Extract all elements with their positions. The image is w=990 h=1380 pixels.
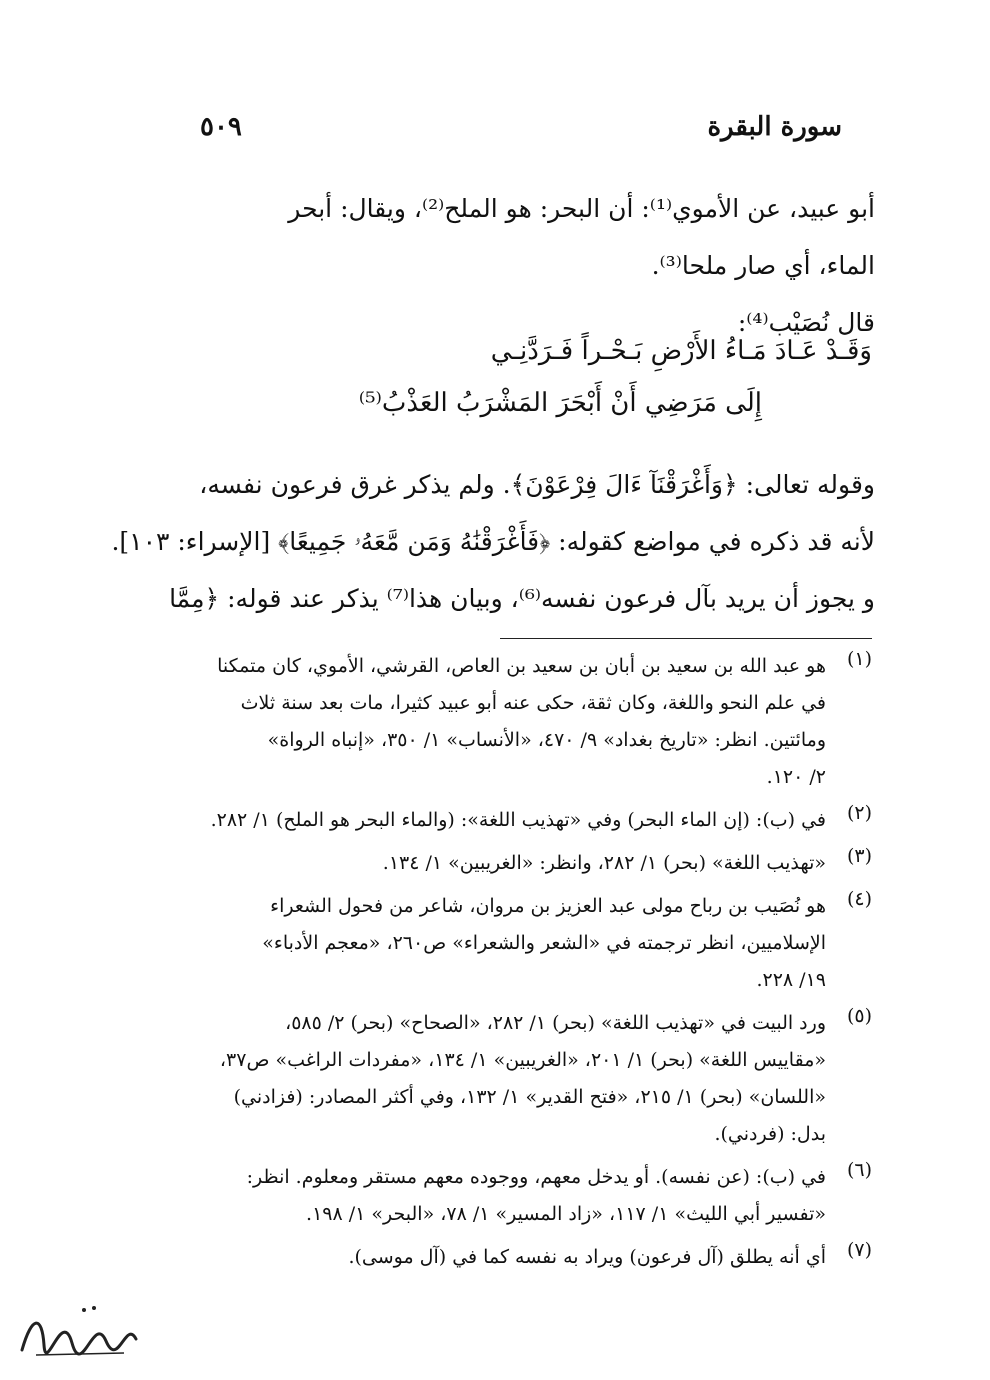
publisher-logo xyxy=(14,1295,144,1365)
footnote-line: في علم النحو واللغة، وكان ثقة، حكى عنه أبو عبيد كثيرا، مات بعد سنة ثلاث xyxy=(240,692,826,714)
verse-line-1: وَقَـدْ عَـادَ مَـاءُ الأَرْضِ بَـحْـراً فَـرَدَّنِـي xyxy=(490,336,872,366)
footnote-number: (٢) xyxy=(846,802,872,824)
footnote xyxy=(132,1159,872,1233)
main-text-block-2 xyxy=(111,456,875,627)
footnote-number: (٣) xyxy=(846,845,872,867)
page-number: ٥٠٩ xyxy=(200,112,242,142)
footnote-divider xyxy=(500,638,872,639)
body-line: وقوله تعالى: ﴿وَأَغْرَقْنَآ ءَالَ فِرْعَوْنَ﴾. ولم يذكر غرق فرعون نفسه، xyxy=(199,470,875,499)
footnotes xyxy=(132,648,872,1282)
verse-line-2: إِلَى مَرَضِي أَنْ أَبْحَرَ المَشْرَبُ العَذْبُ⁽⁵⁾ xyxy=(358,388,762,418)
main-text-block-1 xyxy=(130,180,875,351)
footnote-number: (٦) xyxy=(846,1159,872,1181)
footnote-line: ١٩/ ٢٢٨. xyxy=(756,969,826,991)
footnote xyxy=(132,802,872,839)
footnote-line: «تفسير أبي الليث» ١/ ١١٧، «زاد المسير» ١/ ٧٨، «البحر» ١/ ١٩٨. xyxy=(306,1203,826,1225)
footnote-number: (٥) xyxy=(846,1005,872,1027)
footnote xyxy=(132,648,872,796)
footnote xyxy=(132,888,872,999)
footnote-line: في (ب): (إن الماء البحر) وفي «تهذيب اللغة»: (والماء البحر هو الملح) ١/ ٢٨٢. xyxy=(210,809,826,831)
body-line: لأنه قد ذكره في مواضع كقوله: ﴿فَأَغْرَقْنَٰهُ وَمَن مَّعَهُۥ جَمِيعًا﴾ [الإسراء: ١٠٣]. xyxy=(111,527,875,556)
body-line: الماء، أي صار ملحا⁽³⁾. xyxy=(651,251,875,280)
footnote-line: «اللسان» (بحر) ١/ ٢١٥، «فتح القدير» ١/ ١٣٢، وفي أكثر المصادر: (فزادني) xyxy=(233,1086,826,1108)
footnote-number: (٧) xyxy=(846,1239,872,1261)
footnote-line: الإسلاميين، انظر ترجمته في «الشعر والشعراء» ص٢٦٠، «معجم الأدباء» xyxy=(262,932,826,954)
footnote-line: ومائتين. انظر: «تاريخ بغداد» ٩/ ٤٧٠، «الأنساب» ١/ ٣٥٠، «إنباه الرواة» xyxy=(267,729,826,751)
footnote-line: هو نُصَيب بن رباح مولى عبد العزيز بن مروان، شاعر من فحول الشعراء xyxy=(270,895,826,917)
footnote xyxy=(132,845,872,882)
footnote xyxy=(132,1239,872,1276)
body-line: أبو عبيد، عن الأموي⁽¹⁾: أن البحر: هو الملح⁽²⁾، ويقال: أبحر xyxy=(288,194,875,223)
footnote-line: في (ب): (عن نفسه). أو يدخل معهم، ووجوده معهم مستقر ومعلوم. انظر: xyxy=(246,1166,826,1188)
footnote-line: ٢/ ١٢٠. xyxy=(766,766,826,788)
footnote-line: ورد البيت في «تهذيب اللغة» (بحر) ١/ ٢٨٢، «الصحاح» (بحر) ٢/ ٥٨٥، xyxy=(285,1012,826,1034)
footnote-line: «تهذيب اللغة» (بحر) ١/ ٢٨٢، وانظر: «الغريبين» ١/ ١٣٤. xyxy=(382,852,826,874)
footnote-number: (١) xyxy=(846,648,872,670)
body-line: قال نُصَيْب⁽⁴⁾: xyxy=(737,308,875,337)
surah-title: سورة البقرة xyxy=(707,112,842,142)
footnote-line: بدل: (فردني). xyxy=(714,1123,826,1145)
body-line: و يجوز أن يريد بآل فرعون نفسه⁽⁶⁾، وبيان هذا⁽⁷⁾ يذكر عند قوله: ﴿مِمَّا xyxy=(169,584,875,613)
footnote-line: هو عبد الله بن سعيد بن أبان بن سعيد بن العاص، القرشي، الأموي، كان متمكنا xyxy=(217,655,826,677)
footnote xyxy=(132,1005,872,1153)
footnote-line: «مقاييس اللغة» (بحر) ١/ ٢٠١، «الغريبين» ١/ ١٣٤، «مفردات الراغب» ص٣٧، xyxy=(219,1049,826,1071)
footnote-line: أي أنه يطلق (آل فرعون) ويراد به نفسه كما في (آل موسى). xyxy=(348,1246,826,1268)
footnote-number: (٤) xyxy=(846,888,872,910)
